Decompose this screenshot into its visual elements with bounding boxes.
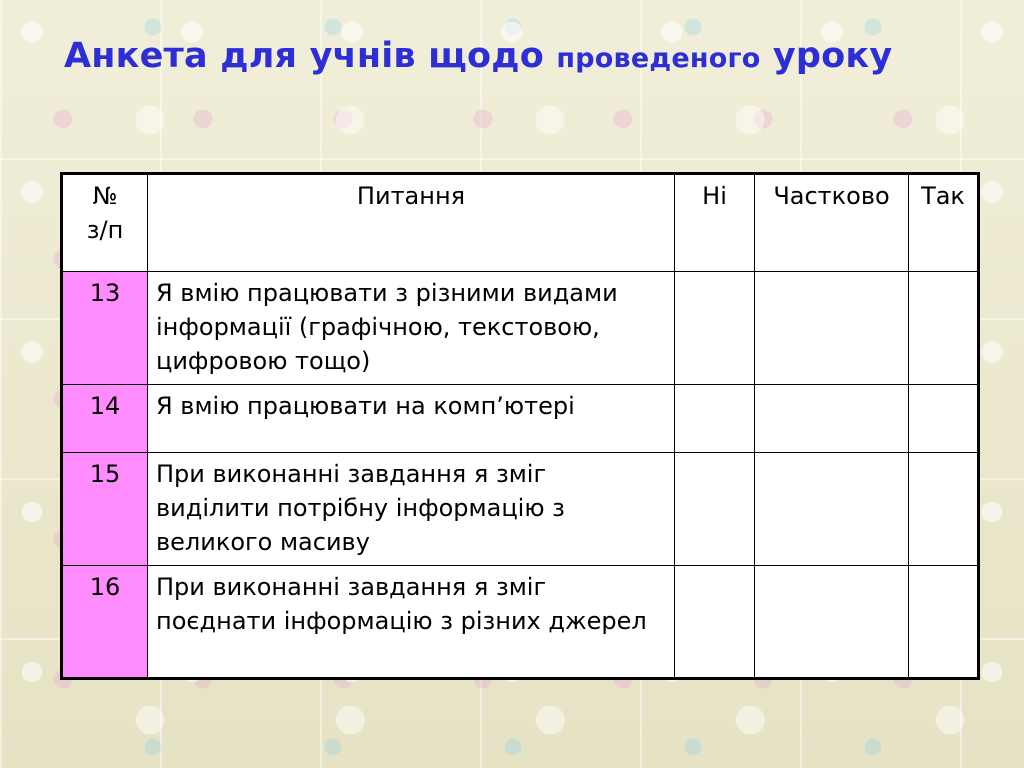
page-title	[64, 36, 892, 76]
row-question: Я вмію працювати з різними видами інформації (графічною, текстовою, цифровою тощо)	[148, 272, 675, 385]
survey-table	[60, 172, 980, 680]
title-small: проведеного	[556, 43, 761, 74]
table-row	[62, 272, 979, 385]
header-num: № з/п	[62, 174, 148, 272]
answer-yes-cell[interactable]	[909, 385, 979, 453]
row-number: 14	[62, 385, 148, 453]
answer-no-cell[interactable]	[675, 453, 755, 566]
row-number: 15	[62, 453, 148, 566]
answer-partly-cell[interactable]	[755, 272, 909, 385]
row-number: 16	[62, 566, 148, 679]
row-number: 13	[62, 272, 148, 385]
answer-yes-cell[interactable]	[909, 453, 979, 566]
table-row	[62, 453, 979, 566]
answer-partly-cell[interactable]	[755, 453, 909, 566]
header-no: Ні	[675, 174, 755, 272]
answer-yes-cell[interactable]	[909, 272, 979, 385]
answer-no-cell[interactable]	[675, 272, 755, 385]
answer-yes-cell[interactable]	[909, 566, 979, 679]
row-question: Я вмію працювати на комп’ютері	[148, 385, 675, 453]
answer-partly-cell[interactable]	[755, 566, 909, 679]
header-partly: Частково	[755, 174, 909, 272]
header-question: Питання	[148, 174, 675, 272]
header-yes: Так	[909, 174, 979, 272]
title-end: уроку	[772, 36, 893, 76]
table-header-row	[62, 174, 979, 272]
row-question: При виконанні завдання я зміг поєднати інформацію з різних джерел	[148, 566, 675, 679]
row-question: При виконанні завдання я зміг виділити потрібну інформацію з великого масиву	[148, 453, 675, 566]
answer-no-cell[interactable]	[675, 566, 755, 679]
answer-partly-cell[interactable]	[755, 385, 909, 453]
title-main: Анкета для учнів щодо	[64, 36, 545, 76]
answer-no-cell[interactable]	[675, 385, 755, 453]
table-row	[62, 566, 979, 679]
table-row	[62, 385, 979, 453]
